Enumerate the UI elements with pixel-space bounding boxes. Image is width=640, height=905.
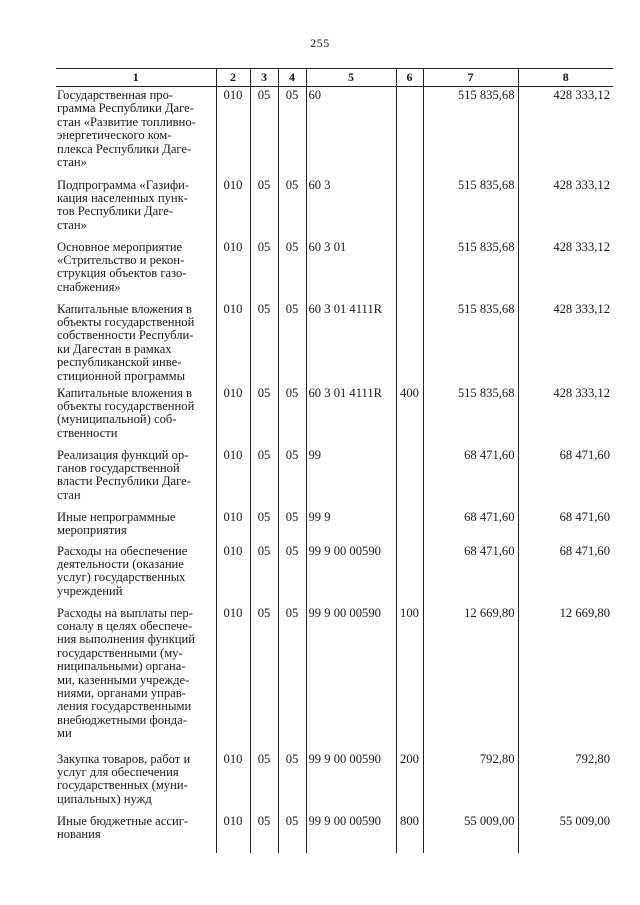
cell-expense-type <box>396 301 423 385</box>
cell-amount-1: 515 835,68 <box>423 301 518 385</box>
cell-amount-1: 515 835,68 <box>423 177 518 239</box>
cell-ministry-code: 010 <box>216 87 250 177</box>
cell-description: Иные бюджетные ассиг- нования <box>57 813 189 841</box>
cell-description: Иные непрограммные мероприятия <box>57 509 176 537</box>
cell-expense-type <box>396 177 423 239</box>
page-number: 255 <box>310 36 330 50</box>
cell-amount-1: 515 835,68 <box>423 239 518 301</box>
cell-amount-1: 68 471,60 <box>423 509 518 543</box>
cell-amount-2: 428 333,12 <box>518 301 613 385</box>
cell-section: 05 <box>250 239 278 301</box>
table-header <box>56 69 613 87</box>
cell-ministry-code: 010 <box>216 813 250 853</box>
table-row <box>56 177 613 239</box>
cell-subsection: 05 <box>278 543 306 605</box>
cell-subsection: 05 <box>278 605 306 751</box>
table-row <box>56 813 613 853</box>
cell-target-article: 99 <box>306 447 396 509</box>
cell-amount-2: 68 471,60 <box>518 447 613 509</box>
cell-subsection: 05 <box>278 301 306 385</box>
cell-subsection: 05 <box>278 385 306 447</box>
table-row <box>56 87 613 177</box>
cell-section: 05 <box>250 543 278 605</box>
cell-subsection: 05 <box>278 509 306 543</box>
cell-subsection: 05 <box>278 813 306 853</box>
column-header-5: 5 <box>306 69 396 87</box>
cell-ministry-code: 010 <box>216 543 250 605</box>
cell-description: Расходы на обеспечение деятельности (оказание услуг) государственных учреждений <box>57 543 188 598</box>
cell-section: 05 <box>250 509 278 543</box>
column-header-7: 7 <box>423 69 518 87</box>
column-header-1: 1 <box>56 69 216 87</box>
cell-expense-type: 800 <box>396 813 423 853</box>
cell-amount-1: 792,80 <box>423 751 518 813</box>
cell-amount-1: 55 009,00 <box>423 813 518 853</box>
cell-amount-1: 515 835,68 <box>423 385 518 447</box>
cell-amount-2: 792,80 <box>518 751 613 813</box>
cell-amount-2: 428 333,12 <box>518 87 613 177</box>
cell-subsection: 05 <box>278 447 306 509</box>
cell-amount-2: 428 333,12 <box>518 177 613 239</box>
cell-target-article: 60 3 <box>306 177 396 239</box>
table-row <box>56 301 613 385</box>
cell-target-article: 99 9 00 00590 <box>306 751 396 813</box>
cell-description: Капитальные вложения в объекты государственной собственности Республи- ки Дагестан в рамках республиканской инве- стиционной программы <box>57 301 195 383</box>
cell-amount-1: 68 471,60 <box>423 447 518 509</box>
cell-expense-type <box>396 87 423 177</box>
table-body <box>56 87 613 853</box>
cell-ministry-code: 010 <box>216 385 250 447</box>
cell-expense-type: 100 <box>396 605 423 751</box>
cell-section: 05 <box>250 385 278 447</box>
cell-target-article: 60 3 01 <box>306 239 396 301</box>
cell-target-article: 99 9 00 00590 <box>306 813 396 853</box>
cell-expense-type <box>396 447 423 509</box>
table-row <box>56 543 613 605</box>
cell-target-article: 60 3 01 4111R <box>306 385 396 447</box>
cell-section: 05 <box>250 301 278 385</box>
table-row <box>56 509 613 543</box>
cell-target-article: 60 3 01 4111R <box>306 301 396 385</box>
column-header-4: 4 <box>278 69 306 87</box>
cell-ministry-code: 010 <box>216 605 250 751</box>
cell-amount-1: 68 471,60 <box>423 543 518 605</box>
cell-amount-2: 12 669,80 <box>518 605 613 751</box>
cell-description: Подпрограмма «Газифи- кация населенных пунк- тов Республики Даге- стан» <box>57 177 190 232</box>
cell-subsection: 05 <box>278 751 306 813</box>
cell-description: Расходы на выплаты пер- соналу в целях обеспече- ния выполнения функций государственными (му- ниципальными) органа- ми, казенными учрежде- ниями, органами управ- ления государственными внебюджетными фонда- ми <box>57 605 195 741</box>
cell-section: 05 <box>250 751 278 813</box>
cell-section: 05 <box>250 813 278 853</box>
table-row <box>56 239 613 301</box>
cell-section: 05 <box>250 87 278 177</box>
cell-amount-2: 428 333,12 <box>518 239 613 301</box>
cell-section: 05 <box>250 447 278 509</box>
cell-ministry-code: 010 <box>216 751 250 813</box>
cell-amount-2: 55 009,00 <box>518 813 613 853</box>
cell-amount-2: 68 471,60 <box>518 509 613 543</box>
cell-expense-type <box>396 239 423 301</box>
cell-description: Основное мероприятие «Стрительство и рекон- струкция объектов газо- снабжения» <box>57 239 187 294</box>
cell-ministry-code: 010 <box>216 301 250 385</box>
column-header-6: 6 <box>396 69 423 87</box>
cell-description: Капитальные вложения в объекты государственной (муниципальной) соб- ственности <box>57 385 195 440</box>
table-row <box>56 385 613 447</box>
cell-subsection: 05 <box>278 87 306 177</box>
table-row <box>56 605 613 751</box>
cell-amount-1: 12 669,80 <box>423 605 518 751</box>
cell-amount-1: 515 835,68 <box>423 87 518 177</box>
cell-ministry-code: 010 <box>216 509 250 543</box>
cell-target-article: 99 9 00 00590 <box>306 605 396 751</box>
cell-target-article: 99 9 <box>306 509 396 543</box>
cell-amount-2: 68 471,60 <box>518 543 613 605</box>
cell-amount-2: 428 333,12 <box>518 385 613 447</box>
cell-ministry-code: 010 <box>216 239 250 301</box>
table-row <box>56 751 613 813</box>
column-header-2: 2 <box>216 69 250 87</box>
cell-description: Государственная про- грамма Республики Даге- стан «Развитие топливно- энергетического ком- плекса Республики Даге- стан» <box>57 88 196 170</box>
cell-section: 05 <box>250 605 278 751</box>
cell-description: Реализация функций ор- ганов государственной власти Республики Даге- стан <box>57 447 191 502</box>
cell-expense-type: 200 <box>396 751 423 813</box>
cell-target-article: 99 9 00 00590 <box>306 543 396 605</box>
budget-table <box>56 68 613 853</box>
table-row <box>56 447 613 509</box>
cell-ministry-code: 010 <box>216 447 250 509</box>
cell-subsection: 05 <box>278 239 306 301</box>
cell-subsection: 05 <box>278 177 306 239</box>
cell-ministry-code: 010 <box>216 177 250 239</box>
cell-section: 05 <box>250 177 278 239</box>
cell-target-article: 60 <box>306 87 396 177</box>
cell-expense-type <box>396 543 423 605</box>
cell-description: Закупка товаров, работ и услуг для обеспечения государственных (муни- ципальных) нужд <box>57 751 191 806</box>
column-header-3: 3 <box>250 69 278 87</box>
column-header-8: 8 <box>518 69 613 87</box>
cell-expense-type: 400 <box>396 385 423 447</box>
cell-expense-type <box>396 509 423 543</box>
